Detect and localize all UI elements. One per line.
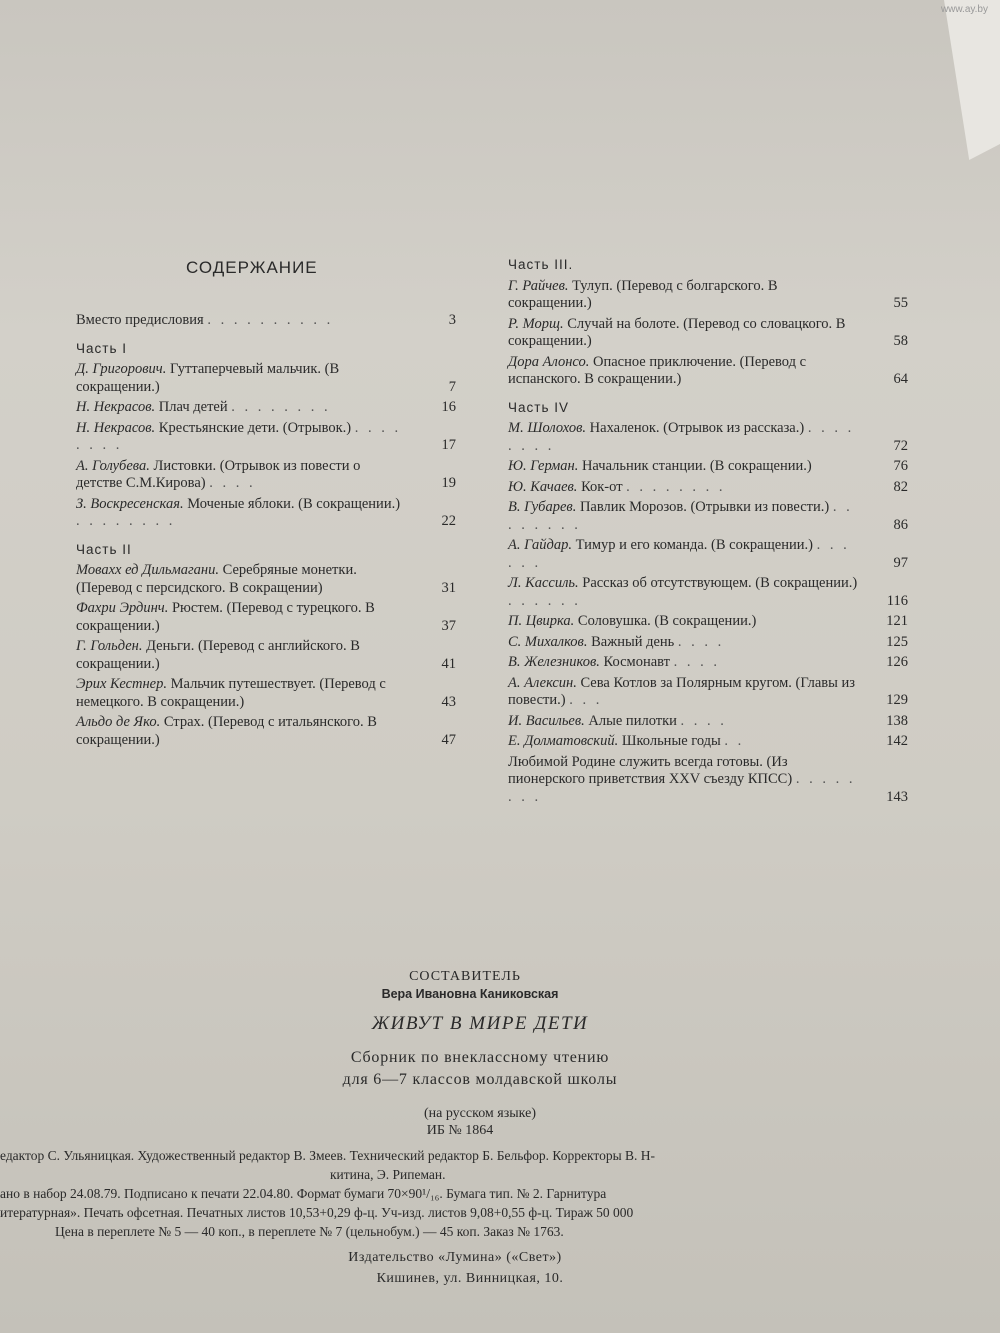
toc-entry [478,354,908,389]
toc-entry-title [508,354,860,389]
toc-entry-work: Школьные годы [618,733,721,749]
toc-entry-title [508,613,860,631]
toc-entry-work: Начальник станции. (В сокращении.) [578,458,812,474]
credits-line: ано в набор 24.08.79. Подписано к печати 22.04.80. Формат бумаги 70×90¹/₁₆. Бумага тип. № 2. Гарнитура [0,1185,607,1201]
toc-entry-author: Дора Алонсо. [508,353,590,370]
toc-entry-work: Плач детей [155,399,228,415]
toc-entry-page: 126 [886,654,908,670]
toc-entry-title [508,278,860,313]
toc-entry-page: 19 [441,475,456,491]
toc-entry-page: 76 [893,458,908,474]
toc-entry-work: Гуттаперчевый мальчик. (В сокращении.) [76,361,340,395]
toc-entry-work: Случай на болоте. (Перевод со словацкого. В сокращении.) [508,315,846,349]
toc-entry-title [508,316,860,351]
toc-entry-title [508,754,860,807]
toc-entry-author: П. Цвирка. [508,613,575,629]
toc-entry-work: Павлик Морозов. (Отрывки из повести.) [576,499,830,515]
toc-section-heading: Часть III. [508,257,574,272]
toc-entry-title [76,420,408,455]
toc-entry-title [76,496,408,531]
toc-entry-author: Альдо де Яко. [76,714,161,730]
toc-entry-page: 142 [886,733,908,749]
toc-entry-author: Ю. Герман. [508,458,579,474]
book-title: ЖИВУТ В МИРЕ ДЕТИ [371,1013,589,1034]
toc-entry [46,458,456,493]
toc-entry-title [76,399,408,417]
credits-line: едактор С. Ульяницкая. Художественный редактор В. Змеев. Технический редактор Б. Бельфор. Корректоры В. Н- [0,1147,656,1163]
toc-entry-work: Серебряные монетки. (Перевод с персидского. В сокращении) [76,562,357,596]
toc-entry-title [76,312,408,330]
toc-entry [46,361,456,396]
toc-entry-work: Тимур и его команда. (В сокращении.) [571,537,813,553]
toc-entry-page: 22 [441,513,456,529]
toc-section-heading: Часть I [76,340,127,356]
toc-entry-leader-dots: . . . . . . . . [231,399,331,415]
toc-entry-leader-dots: . . [724,733,745,749]
credits-line: Цена в переплете № 5 — 40 коп., в переплете № 7 (цельнобум.) — 45 коп. Заказ № 1763. [55,1223,564,1239]
toc-entry-page: 43 [441,693,456,710]
toc-entry-leader-dots: . . . . . . . . [508,771,856,805]
toc-entry-author: А. Гайдар. [508,537,572,553]
toc-entry [46,600,456,635]
toc-entry-work: Соловушка. (В сокращении.) [574,613,757,629]
ib-number: ИБ № 1864 [426,1123,494,1138]
toc-section-heading: Часть IV [508,399,569,415]
toc-entry-author: З. Воскресенская. [76,495,184,512]
toc-entry-author: И. Васильев. [508,712,585,729]
toc-entry-work: Важный день [587,633,675,650]
toc-entry-title [76,714,408,749]
toc-entry-title [508,654,860,672]
language-note: (на русском языке) [424,1105,536,1121]
toc-entry-title [508,537,860,572]
compiler-name: Вера Ивановна Каниковская [381,986,559,1001]
toc-entry-author: Г. Гольден. [76,638,143,654]
toc-entry-page: 72 [893,437,908,454]
toc-entry-leader-dots: . . . . [209,475,256,491]
toc-entry-work: Деньги. (Перевод с английского. В сокращении.) [76,638,360,672]
toc-entry-author: Мовахх ед Дильмагани. [76,562,219,578]
toc-entry-page: 31 [441,579,456,596]
toc-entry-author: М. Шолохов. [508,420,587,436]
toc-entry-page: 41 [441,655,456,672]
watermark: www.ay.by [940,4,988,15]
subtitle-line-2: для 6—7 классов молдавской школы [342,1070,618,1088]
credits-line: итературная». Печать офсетная. Печатных листов 10,53+0,29 ф-ц. Уч-изд. листов 9,08+0,55 ф-ц. Тираж 50 000 [0,1204,634,1220]
toc-entry [478,420,908,455]
toc-entry-leader-dots: . . . . [673,654,720,670]
toc-entry [478,754,908,807]
toc-entry [46,496,456,531]
toc-entry-title [508,675,860,710]
toc-entry-leader-dots: . . . . . . [508,592,581,609]
toc-right-column [478,246,908,809]
toc-entry-page: 37 [441,617,456,634]
toc-entry-author: Л. Кассиль. [508,575,579,591]
credits-line: китина, Э. Рипеман. [330,1166,446,1182]
toc-entry-author: Г. Райчев. [508,277,569,294]
toc-entry-page: 82 [893,478,908,495]
toc-entry-work: Кок-от [577,478,623,495]
toc-entry [46,714,456,749]
toc-entry [478,479,908,497]
adjacent-page-edge [860,0,1000,160]
toc-entry [46,399,456,417]
toc-entry-title [76,676,408,711]
toc-entry-author: Эрих Кестнер. [76,676,167,692]
toc-entry-work: Страх. (Перевод с итальянского. В сокращении.) [76,714,377,748]
publisher-address: Кишинев, ул. Винницкая, 10. [376,1271,564,1286]
toc-entry-page: 97 [893,554,908,571]
toc-entry-work: Вместо предисловия [76,312,204,328]
toc-entry [478,713,908,731]
toc-entry-page: 16 [441,399,456,415]
toc-entry-page: 121 [886,613,908,629]
toc-entry-page: 47 [441,731,456,748]
toc-entry-page: 138 [886,712,908,729]
toc-entry-work: Листовки. (Отрывок из повести о детстве С.М.Кирова) [76,457,361,491]
toc-entry [478,575,908,610]
toc-entry-page: 58 [893,333,908,349]
toc-entry-title [508,479,860,497]
toc-entry-author: Ю. Качаев. [508,478,578,495]
toc-entry-work: Любимой Родине служить всегда готовы. (Из пионерского приветствия XXV съезду КПСС) [508,753,793,787]
toc-entry [46,638,456,673]
toc-entry [478,537,908,572]
toc-entry-author: А. Алексин. [508,674,577,691]
toc-entry-leader-dots: . . . . . . . . [508,499,853,533]
toc-entry-page: 7 [448,378,456,395]
toc-entry-work: Тулуп. (Перевод с болгарского. В сокращении.) [508,277,778,311]
toc-entry-author: Д. Григорович. [76,361,167,377]
toc-entry-title [508,733,860,751]
toc-entry-title [76,458,408,493]
toc-entry-title [508,713,860,731]
toc-entry-page: 55 [893,295,908,311]
compiler-label: СОСТАВИТЕЛЬ [409,969,521,984]
toc-entry [478,654,908,672]
toc-entry-title [76,600,408,635]
toc-entry-work: Опасное приключение. (Перевод с испанского. В сокращении.) [508,353,807,387]
toc-entry-leader-dots: . . . . . . . . [508,420,855,454]
toc-entry-title [76,638,408,673]
toc-entry-author: Н. Некрасов. [76,419,156,436]
credits [0,1146,1000,1241]
toc-entry-author: Р. Морщ. [508,315,564,332]
toc-entry [46,312,456,330]
toc-entry [478,499,908,534]
toc-entry [46,562,456,597]
toc-entry-page: 3 [448,312,456,328]
toc-entry-title [508,634,860,652]
toc-entry-leader-dots: . . . . . . . . [626,478,726,495]
toc-entry-leader-dots: . . . . . . [508,537,850,571]
publisher: Издательство «Лумина» («Свет») [348,1249,562,1265]
toc-entry-author: Фахри Эрдинч. [76,600,169,616]
toc-entry [46,676,456,711]
toc-entry-work: Сева Котлов за Полярным кругом. (Главы из повести.) [508,674,856,708]
toc-entry-leader-dots: . . . . . . . . [76,419,402,453]
toc-entry-title [508,499,860,534]
toc-left-column [46,312,456,752]
imprint [0,968,1000,1288]
toc-entry-work: Алые пилотки [584,712,677,729]
toc-entry [46,420,456,455]
toc-entry-author: Е. Долматовский. [508,733,619,749]
toc-title: СОДЕРЖАНИЕ [186,258,318,277]
toc-entry-work: Рюстем. (Перевод с турецкого. В сокращении.) [76,600,375,634]
toc-entry-work: Моченые яблоки. (В сокращении.) [183,495,401,512]
toc-entry [478,458,908,476]
toc-entry-page: 125 [886,633,908,650]
toc-entry [478,675,908,710]
toc-entry [478,316,908,351]
toc-entry [478,634,908,652]
toc-entry-work: Крестьянские дети. (Отрывок.) [155,419,352,436]
toc-entry-page: 129 [886,692,908,708]
toc-entry [478,278,908,313]
toc-entry-title [76,562,408,597]
toc-entry-page: 116 [886,592,908,609]
toc-entry-leader-dots: . . . . . . . . . . [207,312,334,328]
toc-entry-title [508,575,860,610]
toc-section-heading: Часть II [76,541,132,557]
toc-entry-page: 64 [893,371,908,387]
toc-entry-author: В. Железников. [508,654,600,670]
toc-entry [478,613,908,631]
toc-entry-leader-dots: . . . [569,692,603,708]
toc-entry-title [76,361,408,396]
subtitle-line-1: Сборник по внеклассному чтению [350,1048,610,1066]
toc-entry-work: Рассказ об отсутствующем. (В сокращении.) [578,575,858,591]
toc-entry-work: Нахаленок. (Отрывок из рассказа.) [586,420,805,436]
toc-entry-author: А. Голубева. [76,457,150,474]
toc-entry-author: В. Губарев. [508,499,577,515]
toc-entry-page: 143 [886,788,908,805]
toc-entry-leader-dots: . . . . [680,712,727,729]
toc-entry-leader-dots: . . . . . . . . [76,513,176,529]
toc-entry-work: Космонавт [599,654,670,670]
toc-entry-author: С. Михалков. [508,633,588,650]
toc-entry-title [508,420,860,455]
toc-entry [478,733,908,751]
toc-entry-work: Мальчик путешествует. (Перевод с немецкого. В сокращении.) [76,676,386,710]
toc-entry-title [508,458,860,476]
toc-entry-leader-dots: . . . . [677,633,725,650]
toc-entry-page: 86 [893,516,908,533]
toc-entry-page: 17 [441,437,456,453]
toc-entry-author: Н. Некрасов. [76,399,156,415]
